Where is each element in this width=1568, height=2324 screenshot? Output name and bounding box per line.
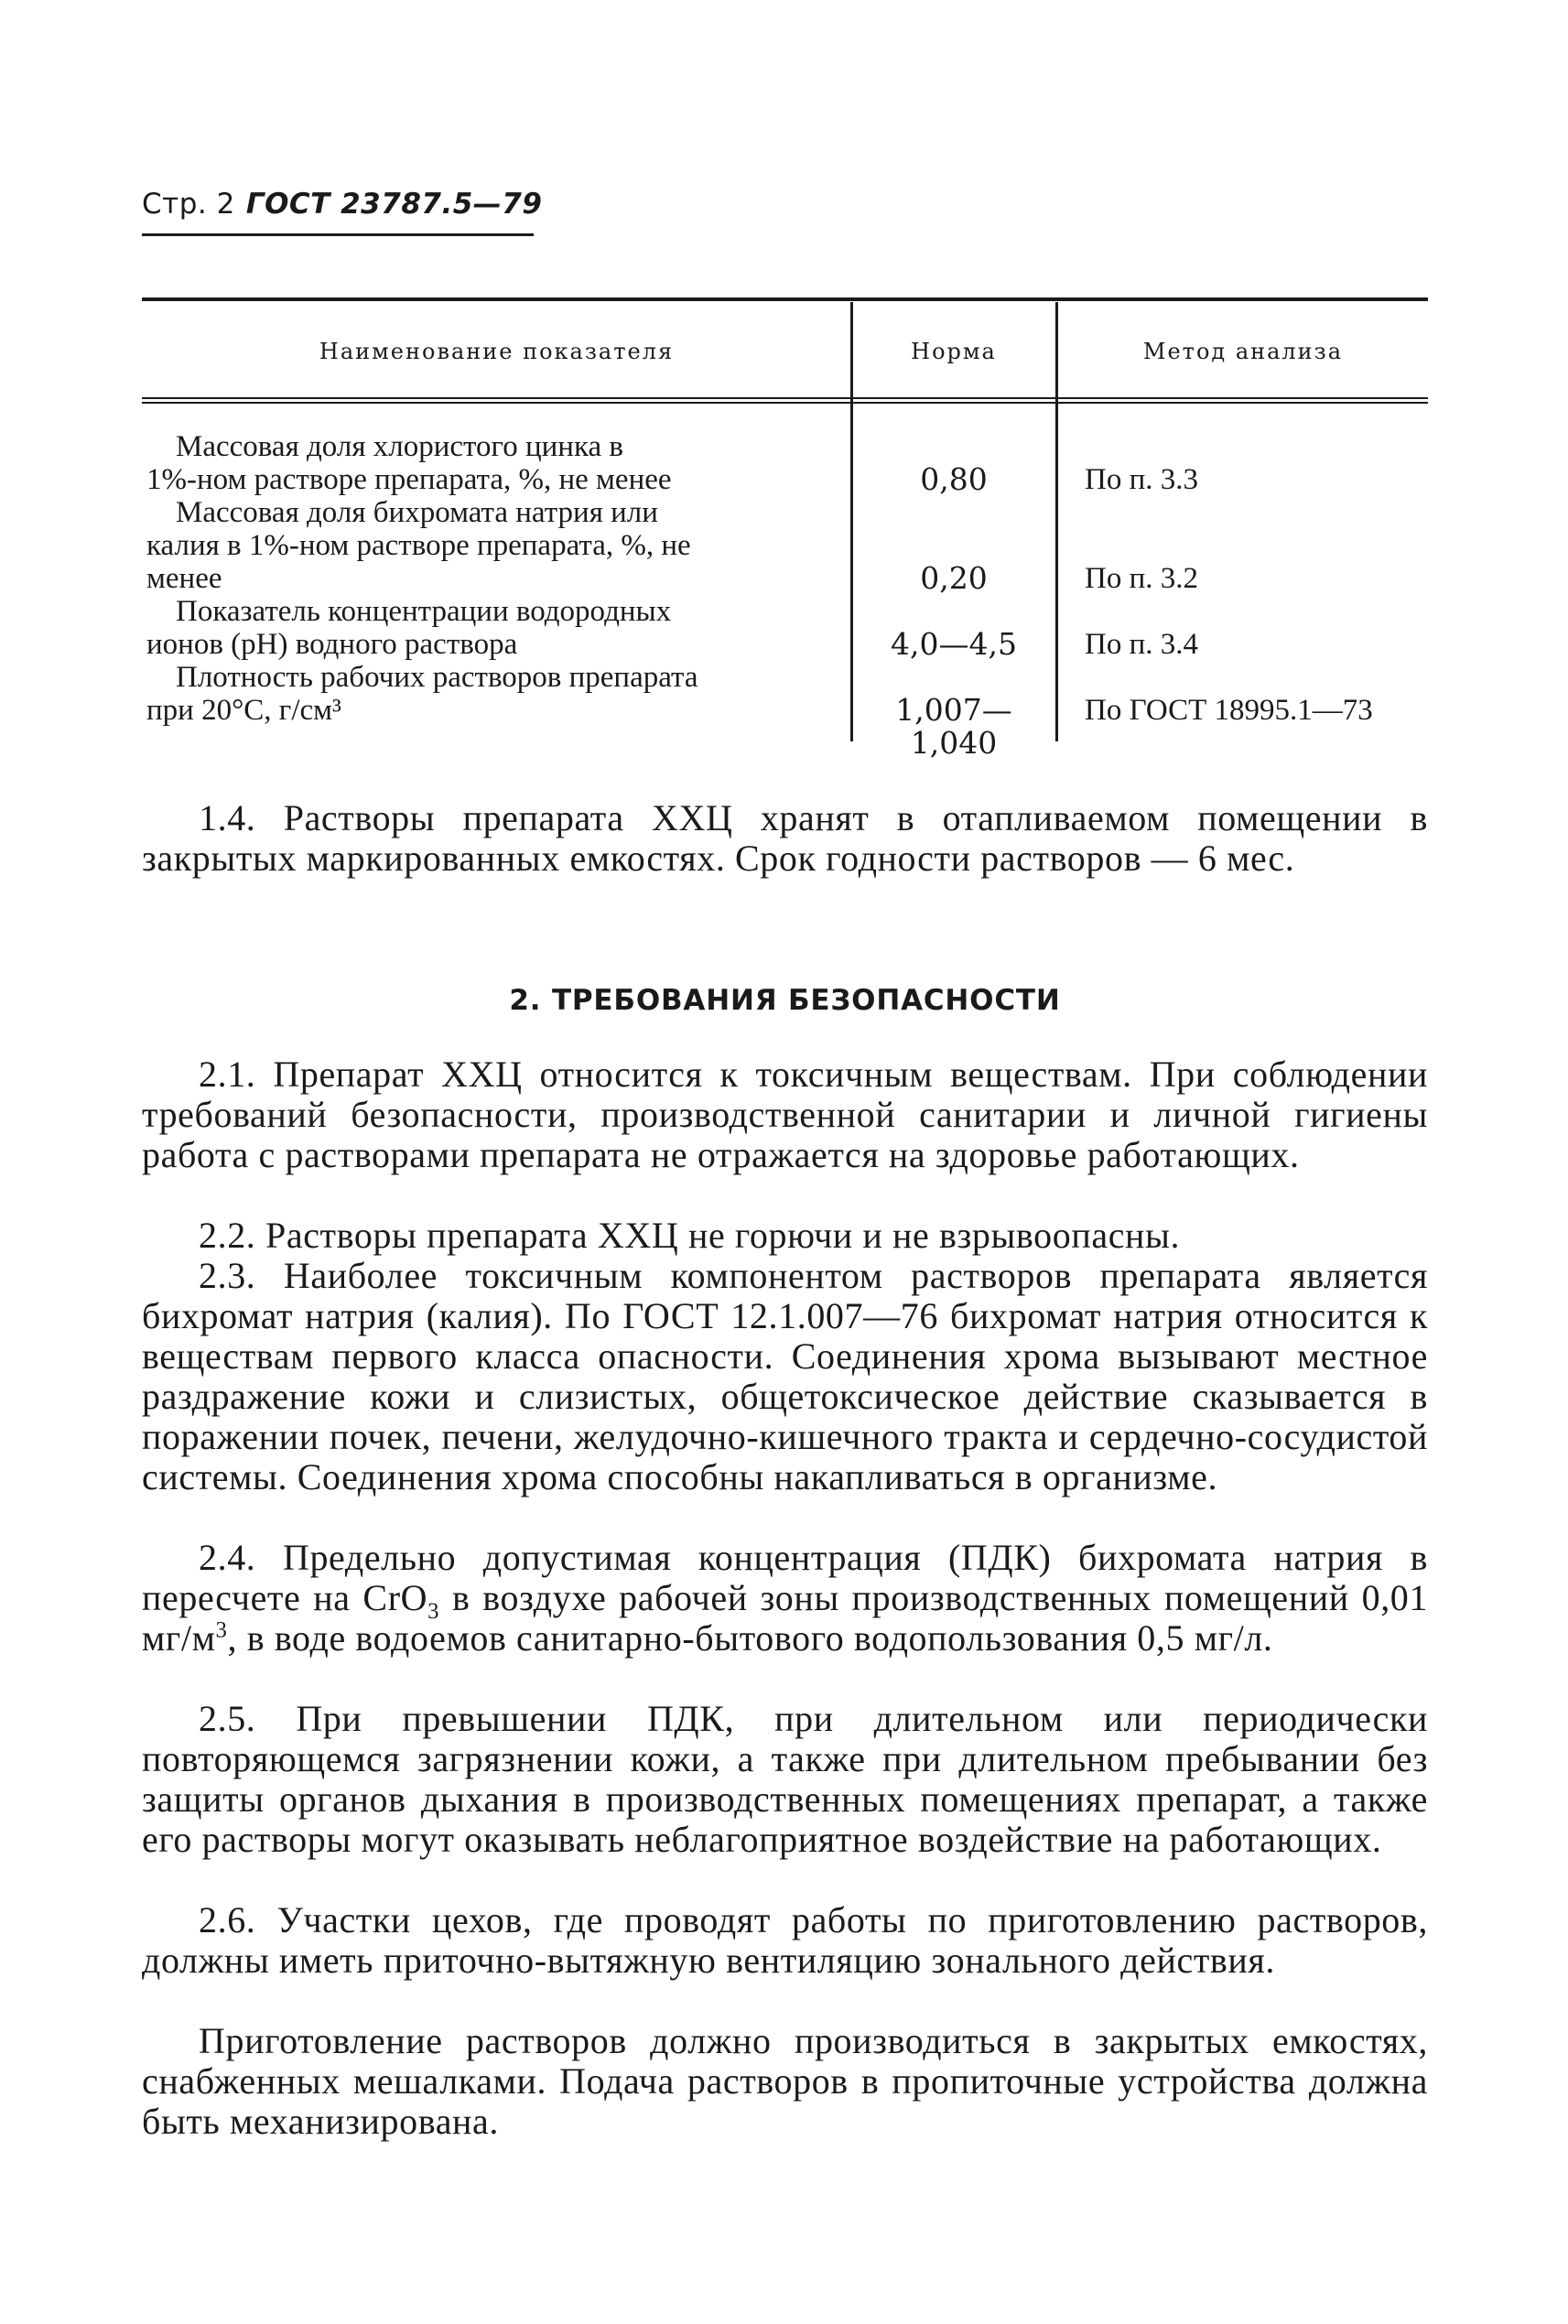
name-line: Плотность рабочих растворов препарата — [176, 661, 698, 694]
paragraph-2-4-part: , в воде водоемов санитарно-бытового водопользования 0,5 мг/л. — [227, 1617, 1273, 1659]
paragraph-2-4-part: в воздухе рабочей зоны производственных помещений 0,01 мг/м — [142, 1577, 1428, 1659]
name-line: ионов (pH) водного раствора — [146, 628, 518, 661]
superscript: 3 — [215, 1617, 228, 1643]
page-number: Стр. 2 — [142, 188, 235, 221]
paragraph-2-6-continued: Приготовление растворов должно производиться в закрытых емкостях, снабженных мешалками. Подача растворов в пропиточные устройства должна быть механизирована. — [142, 2020, 1428, 2142]
table-top-rule — [142, 297, 1428, 301]
paragraph-2-1: 2.1. Препарат ХХЦ относится к токсичным веществам. При соблюдении требований безопасности, производственной санитарии и личной гигиены работа с растворами препарата не отражается на здоровье работающих. — [142, 1054, 1428, 1175]
name-line: при 20°С, г/см³ — [146, 694, 341, 727]
table-row-4-name — [146, 661, 827, 727]
paragraph-2-6: 2.6. Участки цехов, где проводят работы по приготовлению растворов, должны иметь приточно-вытяжную вентиляцию зонального действия. — [142, 1899, 1428, 1981]
name-line: Показатель концентрации водородных — [176, 595, 672, 628]
page-header — [142, 188, 542, 221]
table-row-2-norm: 0,20 — [920, 560, 988, 596]
table-row-1-norm: 0,80 — [920, 461, 988, 497]
standard-number: ГОСТ 23787.5—79 — [245, 188, 543, 221]
name-line: менее — [146, 562, 222, 595]
paragraph-1-4: 1.4. Растворы препарата ХХЦ хранят в отапливаемом помещении в закрытых маркированных емкостях. Срок годности растворов — 6 мес. — [142, 797, 1428, 879]
header-underline — [142, 233, 534, 236]
table-row-3-name — [146, 595, 827, 661]
paragraph-2-3: 2.3. Наиболее токсичным компонентом растворов препарата является бихромат натрия (калия). По ГОСТ 12.1.007—76 бихромат натрия относится к веществам первого класса опасности. Соединения хрома вызывают местное раздражение кожи и слизистых, общетоксическое действие сказывается в поражении почек, печени, желудочно-кишечного тракта и сердечно-сосудистой системы. Соединения хрома способны накапливаться в организме. — [142, 1255, 1428, 1497]
paragraph-2-4-part: 2.4. Предельно допустимая концентрация (ПДК) бихромата натрия в пересчете на CrO — [142, 1537, 1428, 1618]
table-row-1-method: По п. 3.3 — [1085, 463, 1198, 496]
name-line: Массовая доля бихромата натрия или — [176, 496, 658, 529]
section-title: 2. ТРЕБОВАНИЯ БЕЗОПАСНОСТИ — [509, 984, 1061, 1017]
name-line: калия в 1%-ном растворе препарата, %, не — [146, 529, 691, 562]
table-row-4-method: По ГОСТ 18995.1—73 — [1085, 694, 1373, 727]
table-row-1-name — [146, 430, 827, 496]
table-row-2-method: По п. 3.2 — [1085, 562, 1198, 595]
column-header-method: Метод анализа — [1142, 339, 1344, 364]
name-line: 1%-ном растворе препарата, %, не менее — [146, 463, 672, 496]
table-row-4-norm: 1,007—1,040 — [895, 692, 1012, 761]
paragraph-2-4 — [142, 1538, 1428, 1659]
column-divider — [1055, 302, 1058, 741]
table-row-3-method: По п. 3.4 — [1085, 628, 1198, 661]
subscript: 3 — [427, 1599, 440, 1624]
name-line: Массовая доля хлористого цинка в — [176, 430, 623, 463]
paragraph-2-2: 2.2. Растворы препарата ХХЦ не горючи и не взрывоопасны. — [199, 1215, 1181, 1256]
column-header-name: Наименование показателя — [319, 339, 675, 364]
column-divider — [850, 302, 853, 741]
table-row-3-norm: 4,0—4,5 — [891, 626, 1017, 662]
paragraph-2-5: 2.5. При превышении ПДК, при длительном или периодически повторяющемся загрязнении кожи, а также при длительном пребывании без защиты органов дыхания в производственных помещениях препарат, а также его растворы могут оказывать неблагоприятное воздействие на работающих. — [142, 1698, 1428, 1860]
table-row-2-name — [146, 496, 827, 595]
column-header-norm: Норма — [911, 339, 997, 364]
table-header-rule — [142, 397, 1428, 404]
